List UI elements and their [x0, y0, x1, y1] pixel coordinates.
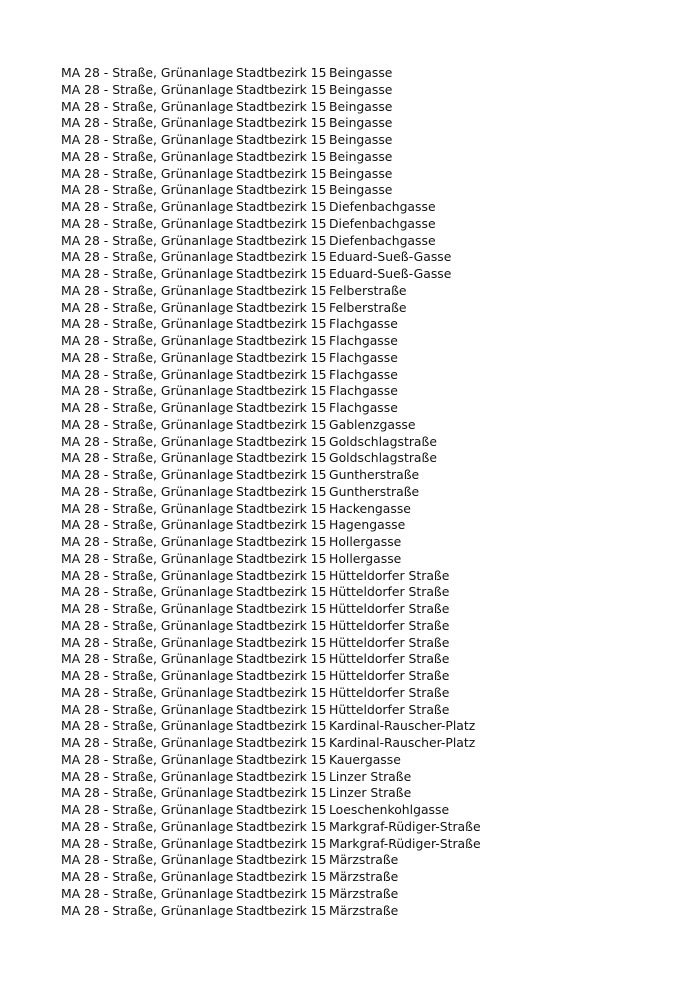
district-cell: Stadtbezirk 15: [236, 316, 327, 332]
district-cell: Stadtbezirk 15: [236, 467, 327, 482]
district-cell: Stadtbezirk 15: [236, 651, 327, 667]
district-cell: Stadtbezirk 15: [236, 450, 327, 466]
department-cell: MA 28 - Straße, Grünanlage: [61, 500, 234, 516]
department-cell: MA 28 - Straße, Grünanlage: [61, 249, 234, 265]
district-cell: Stadtbezirk 15: [236, 266, 327, 281]
street-cell: Hütteldorfer Straße: [329, 668, 450, 683]
street-cell: Guntherstraße: [329, 483, 420, 499]
street-cell: Hackengasse: [329, 500, 411, 516]
district-cell: Stadtbezirk 15: [236, 584, 327, 600]
street-cell: Märzstraße: [329, 852, 399, 868]
street-cell: Kardinal-Rauscher-Platz: [329, 718, 476, 734]
district-cell: Stadtbezirk 15: [236, 785, 327, 801]
district-cell: Stadtbezirk 15: [236, 98, 327, 114]
district-cell: Stadtbezirk 15: [236, 768, 327, 784]
list-row: [61, 484, 481, 501]
street-cell: Hütteldorfer Straße: [329, 567, 450, 583]
district-cell: Stadtbezirk 15: [236, 869, 327, 884]
list-row: [61, 852, 481, 869]
department-cell: MA 28 - Straße, Grünanlage: [61, 199, 234, 214]
district-cell: Stadtbezirk 15: [236, 517, 327, 533]
list-row: [61, 367, 481, 384]
street-cell: Diefenbachgasse: [329, 215, 436, 231]
street-cell: Hütteldorfer Straße: [329, 601, 450, 616]
street-cell: Beingasse: [329, 115, 393, 131]
street-cell: Hütteldorfer Straße: [329, 617, 450, 633]
street-cell: Guntherstraße: [329, 467, 420, 482]
department-cell: MA 28 - Straße, Grünanlage: [61, 266, 234, 281]
list-row: [61, 115, 481, 132]
district-cell: Stadtbezirk 15: [236, 132, 327, 147]
street-cell: Flachgasse: [329, 349, 398, 365]
street-cell: Hütteldorfer Straße: [329, 584, 450, 600]
district-cell: Stadtbezirk 15: [236, 534, 327, 549]
district-cell: Stadtbezirk 15: [236, 115, 327, 131]
department-cell: MA 28 - Straße, Grünanlage: [61, 383, 234, 399]
list-row: [61, 65, 481, 82]
department-cell: MA 28 - Straße, Grünanlage: [61, 701, 234, 717]
list-row: [61, 819, 481, 836]
department-cell: MA 28 - Straße, Grünanlage: [61, 182, 234, 198]
department-cell: MA 28 - Straße, Grünanlage: [61, 98, 234, 114]
district-cell: Stadtbezirk 15: [236, 232, 327, 248]
list-row: [61, 836, 481, 853]
street-cell: Goldschlagstraße: [329, 450, 437, 466]
district-cell: Stadtbezirk 15: [236, 383, 327, 399]
list-row: [61, 99, 481, 116]
department-cell: MA 28 - Straße, Grünanlage: [61, 132, 234, 147]
street-cell: Hütteldorfer Straße: [329, 634, 450, 650]
street-cell: Hollergasse: [329, 534, 402, 549]
department-cell: MA 28 - Straße, Grünanlage: [61, 400, 234, 415]
department-cell: MA 28 - Straße, Grünanlage: [61, 567, 234, 583]
street-cell: Felberstraße: [329, 299, 407, 315]
street-cell: Markgraf-Rüdiger-Straße: [329, 818, 481, 834]
department-cell: MA 28 - Straße, Grünanlage: [61, 450, 234, 466]
district-cell: Stadtbezirk 15: [236, 366, 327, 382]
list-row: [61, 166, 481, 183]
list-row: [61, 132, 481, 149]
district-cell: Stadtbezirk 15: [236, 165, 327, 181]
list-row: [61, 149, 481, 166]
list-row: [61, 668, 481, 685]
department-cell: MA 28 - Straße, Grünanlage: [61, 115, 234, 131]
district-cell: Stadtbezirk 15: [236, 701, 327, 717]
street-cell: Hütteldorfer Straße: [329, 684, 450, 700]
district-cell: Stadtbezirk 15: [236, 500, 327, 516]
list-row: [61, 266, 481, 283]
department-cell: MA 28 - Straße, Grünanlage: [61, 785, 234, 801]
department-cell: MA 28 - Straße, Grünanlage: [61, 65, 234, 80]
list-row: [61, 869, 481, 886]
list-row: [61, 283, 481, 300]
street-cell: Hollergasse: [329, 550, 402, 566]
street-cell: Flachgasse: [329, 316, 398, 332]
street-cell: Märzstraße: [329, 885, 399, 901]
street-cell: Felberstraße: [329, 282, 407, 298]
list-row: [61, 501, 481, 518]
district-cell: Stadtbezirk 15: [236, 902, 327, 918]
street-cell: Flachgasse: [329, 333, 398, 348]
street-cell: Beingasse: [329, 65, 393, 80]
district-cell: Stadtbezirk 15: [236, 282, 327, 298]
list-row: [61, 635, 481, 652]
street-cell: Hütteldorfer Straße: [329, 651, 450, 667]
department-cell: MA 28 - Straße, Grünanlage: [61, 835, 234, 851]
department-cell: MA 28 - Straße, Grünanlage: [61, 148, 234, 164]
department-cell: MA 28 - Straße, Grünanlage: [61, 651, 234, 667]
department-cell: MA 28 - Straße, Grünanlage: [61, 483, 234, 499]
street-cell: Eduard-Sueß-Gasse: [329, 266, 452, 281]
district-cell: Stadtbezirk 15: [236, 802, 327, 817]
list-row: [61, 718, 481, 735]
street-cell: Linzer Straße: [329, 768, 412, 784]
department-cell: MA 28 - Straße, Grünanlage: [61, 869, 234, 884]
department-cell: MA 28 - Straße, Grünanlage: [61, 768, 234, 784]
department-cell: MA 28 - Straße, Grünanlage: [61, 735, 234, 750]
department-cell: MA 28 - Straße, Grünanlage: [61, 534, 234, 549]
district-cell: Stadtbezirk 15: [236, 601, 327, 616]
list-row: [61, 584, 481, 601]
street-cell: Beingasse: [329, 165, 393, 181]
district-cell: Stadtbezirk 15: [236, 735, 327, 750]
street-cell: Hütteldorfer Straße: [329, 701, 450, 717]
department-cell: MA 28 - Straße, Grünanlage: [61, 467, 234, 482]
street-cell: Gablenzgasse: [329, 416, 416, 432]
district-cell: Stadtbezirk 15: [236, 718, 327, 734]
district-cell: Stadtbezirk 15: [236, 567, 327, 583]
district-cell: Stadtbezirk 15: [236, 416, 327, 432]
department-cell: MA 28 - Straße, Grünanlage: [61, 81, 234, 97]
department-cell: MA 28 - Straße, Grünanlage: [61, 751, 234, 767]
district-cell: Stadtbezirk 15: [236, 483, 327, 499]
department-cell: MA 28 - Straße, Grünanlage: [61, 718, 234, 734]
department-cell: MA 28 - Straße, Grünanlage: [61, 902, 234, 918]
list-row: [61, 417, 481, 434]
street-cell: Beingasse: [329, 148, 393, 164]
list-row: [61, 702, 481, 719]
list-row: [61, 383, 481, 400]
district-cell: Stadtbezirk 15: [236, 852, 327, 868]
list-row: [61, 752, 481, 769]
department-cell: MA 28 - Straße, Grünanlage: [61, 316, 234, 332]
list-row: [61, 785, 481, 802]
list-row: [61, 769, 481, 786]
street-cell: Goldschlagstraße: [329, 433, 437, 449]
district-cell: Stadtbezirk 15: [236, 215, 327, 231]
street-cell: Diefenbachgasse: [329, 199, 436, 214]
district-cell: Stadtbezirk 15: [236, 148, 327, 164]
department-cell: MA 28 - Straße, Grünanlage: [61, 165, 234, 181]
street-cell: Diefenbachgasse: [329, 232, 436, 248]
district-cell: Stadtbezirk 15: [236, 349, 327, 365]
list-row: [61, 618, 481, 635]
list-row: [61, 450, 481, 467]
department-cell: MA 28 - Straße, Grünanlage: [61, 885, 234, 901]
district-cell: Stadtbezirk 15: [236, 818, 327, 834]
document-list: [61, 65, 481, 919]
street-cell: Flachgasse: [329, 383, 398, 399]
district-cell: Stadtbezirk 15: [236, 751, 327, 767]
street-cell: Beingasse: [329, 182, 393, 198]
district-cell: Stadtbezirk 15: [236, 684, 327, 700]
street-cell: Loeschenkohlgasse: [329, 802, 450, 817]
department-cell: MA 28 - Straße, Grünanlage: [61, 668, 234, 683]
department-cell: MA 28 - Straße, Grünanlage: [61, 517, 234, 533]
department-cell: MA 28 - Straße, Grünanlage: [61, 416, 234, 432]
list-row: [61, 903, 481, 920]
street-cell: Eduard-Sueß-Gasse: [329, 249, 452, 265]
district-cell: Stadtbezirk 15: [236, 550, 327, 566]
department-cell: MA 28 - Straße, Grünanlage: [61, 584, 234, 600]
street-cell: Beingasse: [329, 132, 393, 147]
list-row: [61, 467, 481, 484]
street-cell: Markgraf-Rüdiger-Straße: [329, 835, 481, 851]
street-cell: Kardinal-Rauscher-Platz: [329, 735, 476, 750]
district-cell: Stadtbezirk 15: [236, 885, 327, 901]
district-cell: Stadtbezirk 15: [236, 668, 327, 683]
department-cell: MA 28 - Straße, Grünanlage: [61, 366, 234, 382]
list-row: [61, 300, 481, 317]
district-cell: Stadtbezirk 15: [236, 835, 327, 851]
district-cell: Stadtbezirk 15: [236, 81, 327, 97]
district-cell: Stadtbezirk 15: [236, 400, 327, 415]
list-row: [61, 216, 481, 233]
street-cell: Kauergasse: [329, 751, 401, 767]
list-row: [61, 182, 481, 199]
list-row: [61, 434, 481, 451]
department-cell: MA 28 - Straße, Grünanlage: [61, 433, 234, 449]
list-row: [61, 802, 481, 819]
district-cell: Stadtbezirk 15: [236, 249, 327, 265]
district-cell: Stadtbezirk 15: [236, 634, 327, 650]
department-cell: MA 28 - Straße, Grünanlage: [61, 282, 234, 298]
list-row: [61, 350, 481, 367]
district-cell: Stadtbezirk 15: [236, 333, 327, 348]
list-row: [61, 685, 481, 702]
list-row: [61, 199, 481, 216]
list-row: [61, 333, 481, 350]
department-cell: MA 28 - Straße, Grünanlage: [61, 349, 234, 365]
street-cell: Beingasse: [329, 98, 393, 114]
district-cell: Stadtbezirk 15: [236, 199, 327, 214]
street-cell: Hagengasse: [329, 517, 406, 533]
district-cell: Stadtbezirk 15: [236, 65, 327, 80]
list-row: [61, 400, 481, 417]
list-row: [61, 233, 481, 250]
list-row: [61, 249, 481, 266]
street-cell: Märzstraße: [329, 869, 399, 884]
district-cell: Stadtbezirk 15: [236, 433, 327, 449]
department-cell: MA 28 - Straße, Grünanlage: [61, 550, 234, 566]
list-row: [61, 82, 481, 99]
department-cell: MA 28 - Straße, Grünanlage: [61, 299, 234, 315]
list-row: [61, 735, 481, 752]
list-row: [61, 551, 481, 568]
list-row: [61, 601, 481, 618]
department-cell: MA 28 - Straße, Grünanlage: [61, 634, 234, 650]
department-cell: MA 28 - Straße, Grünanlage: [61, 215, 234, 231]
list-row: [61, 651, 481, 668]
department-cell: MA 28 - Straße, Grünanlage: [61, 852, 234, 868]
district-cell: Stadtbezirk 15: [236, 617, 327, 633]
department-cell: MA 28 - Straße, Grünanlage: [61, 818, 234, 834]
district-cell: Stadtbezirk 15: [236, 299, 327, 315]
department-cell: MA 28 - Straße, Grünanlage: [61, 802, 234, 817]
department-cell: MA 28 - Straße, Grünanlage: [61, 601, 234, 616]
list-row: [61, 568, 481, 585]
district-cell: Stadtbezirk 15: [236, 182, 327, 198]
street-cell: Flachgasse: [329, 400, 398, 415]
department-cell: MA 28 - Straße, Grünanlage: [61, 232, 234, 248]
department-cell: MA 28 - Straße, Grünanlage: [61, 684, 234, 700]
street-cell: Flachgasse: [329, 366, 398, 382]
list-row: [61, 316, 481, 333]
street-cell: Linzer Straße: [329, 785, 412, 801]
department-cell: MA 28 - Straße, Grünanlage: [61, 333, 234, 348]
list-row: [61, 534, 481, 551]
list-row: [61, 517, 481, 534]
list-row: [61, 886, 481, 903]
street-cell: Beingasse: [329, 81, 393, 97]
department-cell: MA 28 - Straße, Grünanlage: [61, 617, 234, 633]
street-cell: Märzstraße: [329, 902, 399, 918]
